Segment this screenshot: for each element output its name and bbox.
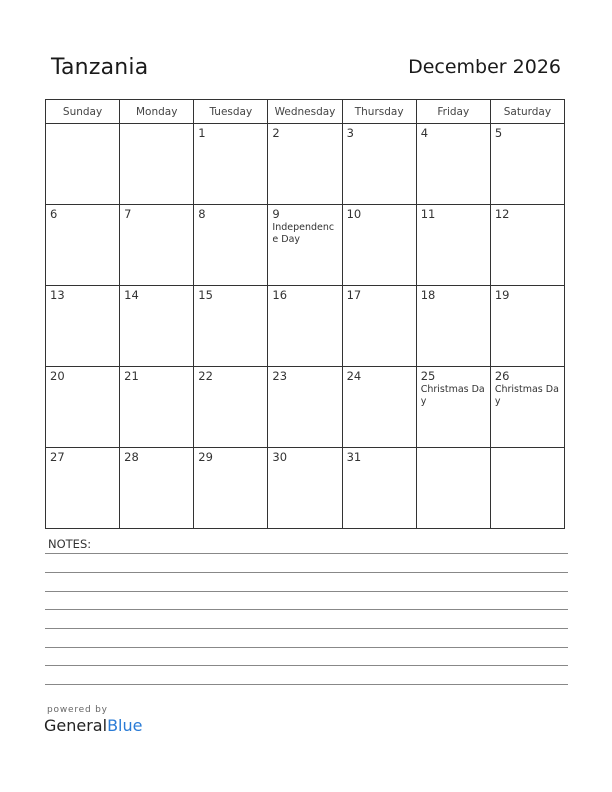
day-cell: [490, 448, 564, 529]
weekday-header-row: [46, 100, 565, 124]
day-number: 6: [50, 207, 58, 221]
day-cell: [194, 286, 268, 367]
day-cell: [490, 367, 564, 448]
note-line: [45, 684, 568, 685]
day-number: 8: [198, 207, 206, 221]
day-cell: [416, 124, 490, 205]
day-cell: [120, 448, 194, 529]
weekday-header: Thursday: [342, 100, 416, 124]
day-cell: [342, 124, 416, 205]
calendar-grid: [45, 99, 565, 529]
day-cell: [120, 124, 194, 205]
day-cell: [120, 367, 194, 448]
note-line: [45, 647, 568, 648]
day-cell: [120, 205, 194, 286]
day-number: 14: [124, 288, 139, 302]
day-cell: [194, 124, 268, 205]
day-number: 3: [346, 126, 354, 140]
day-number: 24: [346, 369, 362, 383]
note-line: [45, 572, 568, 573]
day-number: 7: [124, 207, 132, 221]
week-row: [46, 286, 565, 367]
day-cell: [416, 448, 490, 529]
day-cell: [416, 367, 490, 448]
brand-name-part2: Blue: [107, 716, 143, 735]
day-number: 10: [346, 207, 362, 221]
day-number: 4: [420, 126, 429, 140]
day-number: 27: [50, 450, 65, 464]
day-number: 9: [272, 207, 280, 221]
day-number: 30: [272, 450, 288, 464]
calendar-body: [46, 124, 565, 529]
note-line: [45, 609, 568, 610]
day-cell: [342, 205, 416, 286]
day-number: 12: [494, 207, 510, 221]
day-cell: [120, 286, 194, 367]
note-line: [45, 665, 568, 666]
day-number: 13: [50, 288, 65, 302]
day-cell: [490, 286, 564, 367]
day-cell: [268, 367, 342, 448]
day-number: 25: [420, 369, 436, 383]
day-cell: [416, 205, 490, 286]
week-row: [46, 367, 565, 448]
notes-label: NOTES:: [48, 537, 92, 551]
day-cell: [46, 448, 120, 529]
day-number: 19: [494, 288, 510, 302]
day-number: 20: [50, 369, 65, 383]
day-number: 29: [198, 450, 213, 464]
holiday-label: Christmas Day: [494, 384, 559, 407]
day-cell: [342, 367, 416, 448]
week-row: [46, 448, 565, 529]
day-number: 2: [272, 126, 280, 140]
day-cell: [490, 124, 564, 205]
month-year-title: December 2026: [408, 56, 561, 78]
day-number: 28: [124, 450, 139, 464]
day-cell: [342, 286, 416, 367]
day-cell: [416, 286, 490, 367]
day-number: 17: [346, 288, 362, 302]
day-number: 31: [346, 450, 362, 464]
day-cell: [46, 205, 120, 286]
day-number: 15: [198, 288, 213, 302]
day-number: 26: [494, 369, 510, 383]
note-line: [45, 591, 568, 592]
weekday-header: Friday: [416, 100, 490, 124]
week-row: [46, 205, 565, 286]
day-cell: [268, 448, 342, 529]
weekday-header: Wednesday: [268, 100, 342, 124]
day-number: 1: [198, 126, 206, 140]
note-line: [45, 628, 568, 629]
weekday-header: Sunday: [46, 100, 120, 124]
day-cell: [268, 286, 342, 367]
holiday-label: Independence Day: [272, 222, 335, 245]
day-cell: [194, 205, 268, 286]
day-number: 5: [494, 126, 503, 140]
weekday-header: Saturday: [490, 100, 564, 124]
day-number: 11: [420, 207, 436, 221]
weekday-header: Monday: [120, 100, 194, 124]
holiday-label: Christmas Day: [420, 384, 485, 407]
day-cell: [194, 367, 268, 448]
day-cell: [194, 448, 268, 529]
day-cell: [268, 205, 342, 286]
day-number: 16: [272, 288, 288, 302]
day-cell: [46, 286, 120, 367]
day-cell: [46, 367, 120, 448]
weekday-header: Tuesday: [194, 100, 268, 124]
day-cell: [342, 448, 416, 529]
day-number: 22: [198, 369, 213, 383]
day-cell: [46, 124, 120, 205]
day-number: 23: [272, 369, 288, 383]
week-row: [46, 124, 565, 205]
day-number: 21: [124, 369, 139, 383]
brand-name-part1: General: [44, 716, 108, 735]
day-number: 18: [420, 288, 436, 302]
powered-by-text: powered by: [47, 705, 108, 715]
day-cell: [490, 205, 564, 286]
country-title: Tanzania: [51, 55, 149, 80]
note-line: [45, 553, 568, 554]
brand-logo[interactable]: [44, 716, 142, 735]
day-cell: [268, 124, 342, 205]
